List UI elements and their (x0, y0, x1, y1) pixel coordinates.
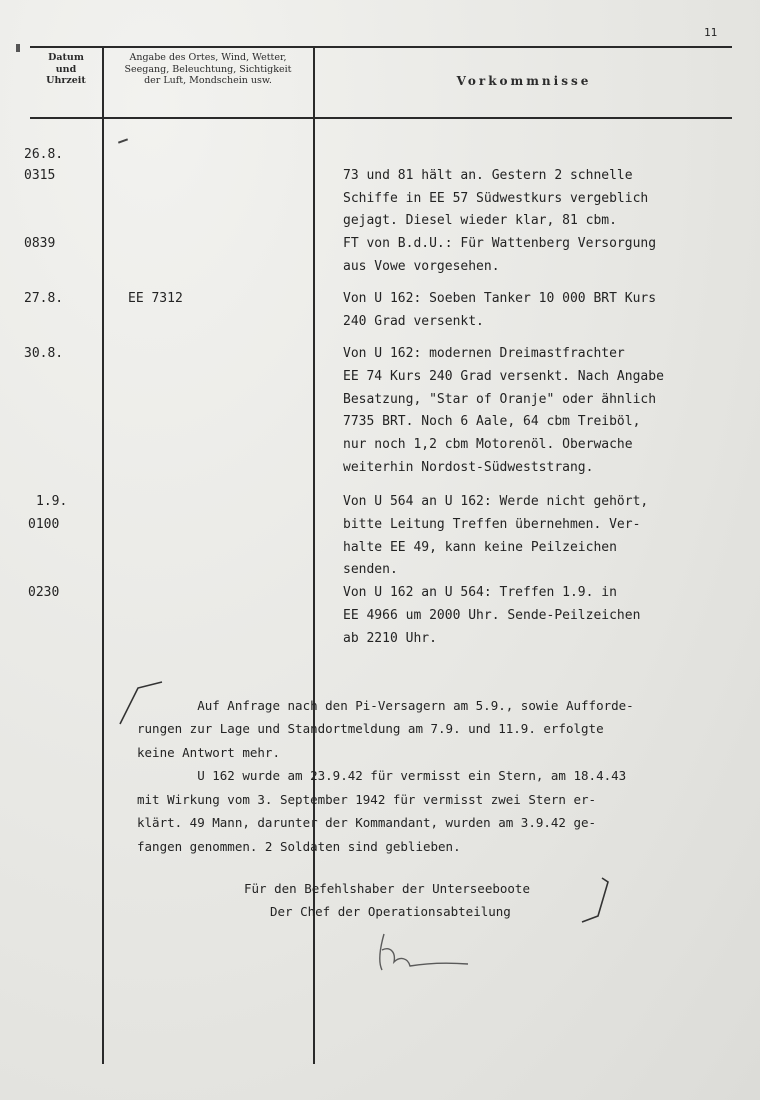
entry-text-line: Von U 162 an U 564: Treffen 1.9. in (343, 585, 617, 600)
entry-text-line: Von U 564 an U 162: Werde nicht gehört, (343, 494, 649, 509)
entry-text-line: aus Vowe vorgesehen. (343, 259, 500, 274)
entry-text-line: EE 4966 um 2000 Uhr. Sende-Peilzeichen (343, 608, 641, 623)
entry-text-line: 7735 BRT. Noch 6 Aale, 64 cbm Treiböl, (343, 414, 641, 429)
entry-date: 30.8. (24, 346, 64, 361)
header-location-weather: Angabe des Ortes, Wind, Wetter, Seegang, Beleuchtung, Sichtigkeit der Luft, Mondschein usw. (124, 52, 292, 86)
entry-date: 26.8. (24, 147, 64, 162)
entry-time: 0315 (24, 168, 56, 183)
note-line: klärt. 49 Mann, darunter der Kommandant, wurden am 3.9.42 ge- (137, 815, 597, 830)
entry-text-line: EE 74 Kurs 240 Grad versenkt. Nach Angabe (343, 369, 664, 384)
entry-time: 0839 (24, 236, 56, 251)
note-line: rungen zur Lage und Standortmeldung am 7.9. und 11.9. erfolgte (137, 721, 604, 736)
handwritten-signature (370, 928, 480, 978)
entry-date: 1.9. (36, 494, 68, 509)
entry-time: 0230 (28, 585, 60, 600)
entry-time: 0100 (28, 517, 60, 532)
entry-text-line: weiterhin Nordost-Südweststrang. (343, 460, 594, 475)
entry-text-line: gejagt. Diesel wieder klar, 81 cbm. (343, 213, 617, 228)
entry-text-line: Von U 162: modernen Dreimastfrachter (343, 346, 625, 361)
handwritten-bracket-mark-right (578, 872, 618, 932)
entry-text-line: FT von B.d.U.: Für Wattenberg Versorgung (343, 236, 657, 251)
note-line: Auf Anfrage nach den Pi-Versagern am 5.9., sowie Aufforde- (137, 698, 634, 713)
signature-line-2: Der Chef der Operationsabteilung (270, 904, 511, 919)
entry-text-line: Schiffe in EE 57 Südwestkurs vergeblich (343, 191, 649, 206)
entry-text-line: senden. (343, 562, 398, 577)
entry-text-line: Von U 162: Soeben Tanker 10 000 BRT Kurs (343, 291, 657, 306)
note-line: U 162 wurde am 23.9.42 für vermisst ein Stern, am 18.4.43 (137, 768, 627, 783)
edge-tick-mark (16, 44, 20, 52)
column-divider-1 (102, 46, 104, 1064)
entry-text-line: 240 Grad versenkt. (343, 314, 484, 329)
entry-date: 27.8. (24, 291, 64, 306)
entry-text-line: halte EE 49, kann keine Peilzeichen (343, 540, 617, 555)
note-line: fangen genommen. 2 Soldaten sind geblieben. (137, 839, 461, 854)
header-date-time: Datum und Uhrzeit (46, 52, 86, 86)
page-number: 11 (704, 26, 718, 39)
entry-text-line: bitte Leitung Treffen übernehmen. Ver- (343, 517, 641, 532)
note-line: mit Wirkung vom 3. September 1942 für vermisst zwei Stern er- (137, 792, 597, 807)
entry-dash-mark (118, 138, 128, 143)
entry-text-line: Besatzung, "Star of Oranje" oder ähnlich (343, 392, 657, 407)
entry-text-line: 73 und 81 hält an. Gestern 2 schnelle (343, 168, 633, 183)
signature-line-1: Für den Befehlshaber der Unterseeboote (244, 881, 530, 896)
header-bottom-rule (30, 117, 732, 119)
handwritten-bracket-mark (110, 676, 170, 736)
entry-text-line: ab 2210 Uhr. (343, 631, 437, 646)
note-line: keine Antwort mehr. (137, 745, 280, 760)
table-top-rule (30, 46, 732, 48)
entry-location: EE 7312 (128, 291, 183, 306)
header-occurrences: Vorkommnisse (456, 74, 592, 88)
entry-text-line: nur noch 1,2 cbm Motorenöl. Oberwache (343, 437, 633, 452)
